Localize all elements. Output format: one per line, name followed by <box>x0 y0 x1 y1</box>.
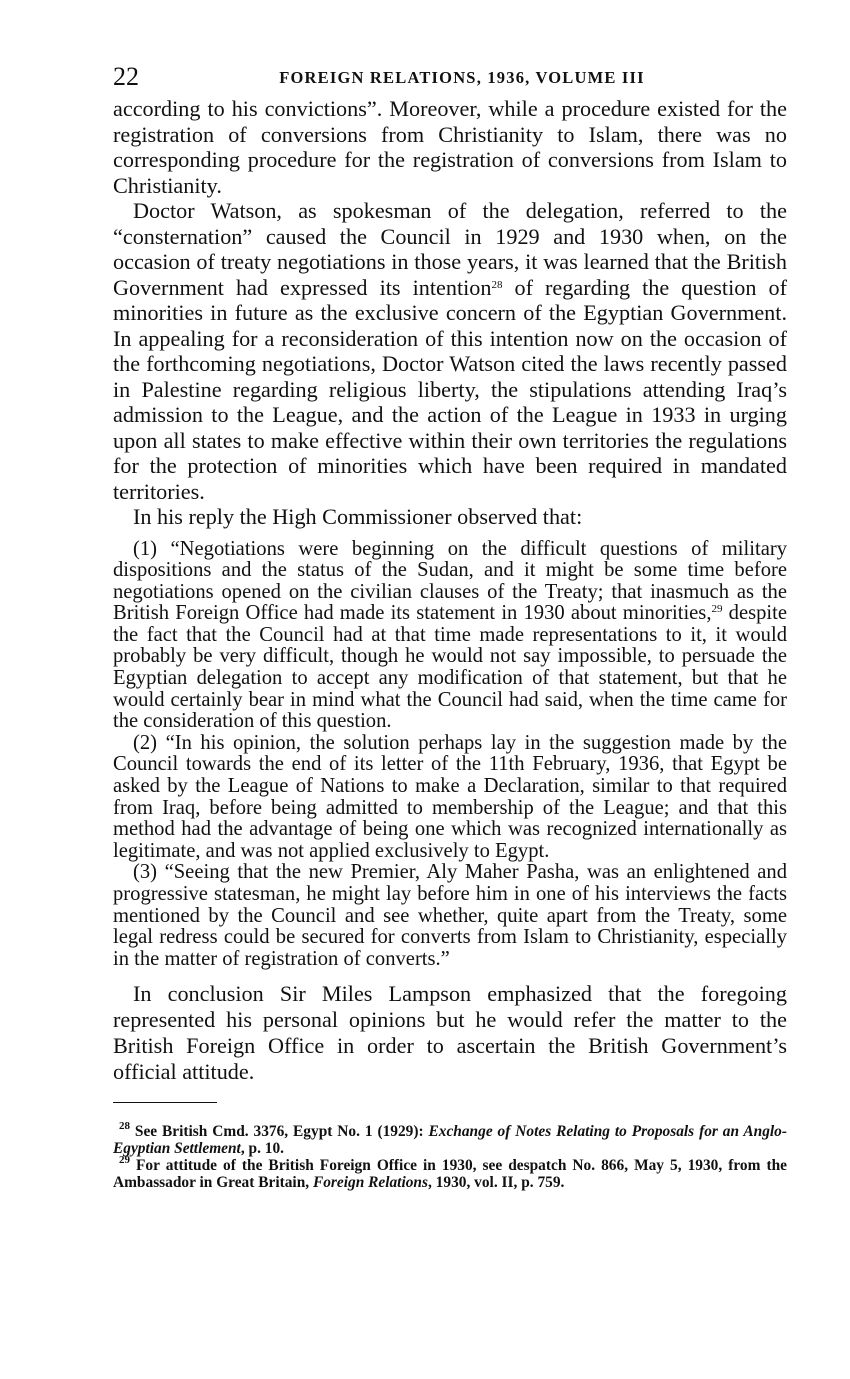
paragraph-3: In his reply the High Commissioner observed that: <box>133 504 583 529</box>
footnote-29-title: Foreign Relations <box>312 1174 428 1192</box>
quote-item-2: (2) “In his opinion, the solution perhaps lay in the suggestion made by the Council towards the end of its letter of the 11th February, 1936, that Egypt be asked by the League of Nations to make a Declaration, similar to that required from Iraq, before being admitted to membership of the League; and that this method had the advantage of being one which was recognized internationally as legitimate, and was not applied exclusively to Egypt. <box>113 731 787 862</box>
paragraph-2-text-b: of regarding the question of minorities in future as the exclusive concern of the Egyptian Government. In appealing for a reconsideration of this intention now on the occasion of the forthcoming negotiations, Doctor Watson cited the laws recently passed in Palestine regarding religious liberty, the stipulations attending Iraq’s admission to the League, and the action of the League in 1933 in urging upon all states to make effective within their own territories the regulations for the protection of minorities which have been required in mandated territories. <box>113 274 787 504</box>
footnote-28-text-a: See British Cmd. 3376, Egypt No. 1 (1929): <box>130 1123 429 1141</box>
footnote-divider <box>113 1102 217 1103</box>
footnote-29 <box>113 1154 787 1192</box>
body-text <box>113 96 787 530</box>
footnote-28-text-b: , p. 10. <box>240 1140 285 1158</box>
footnote-29-text-a: For attitude of the British Foreign Office in 1930, see despatch No. 866, May 5, 1930, from the Ambassador in Great Britain, <box>113 1157 787 1192</box>
paragraph-2 <box>113 198 787 504</box>
footnote-29-text-b: , 1930, vol. II, p. 759. <box>427 1174 565 1192</box>
page-number: 22 <box>113 62 139 91</box>
footnote-28-title: Exchange of Notes Relating to Proposals for an Anglo-Egyptian Settlement <box>113 1123 787 1158</box>
footnote-ref-28: 28 <box>491 278 503 291</box>
quote-item-3: (3) “Seeing that the new Premier, Aly Maher Pasha, was an enlightened and progressive statesman, he might lay before him in one of his interviews the facts mentioned by the Council and see whether, quite apart from the Treaty, some legal redress could be secured for converts from Islam to Christianity, especially in the matter of registration of converts.” <box>113 861 787 970</box>
quote-item-1-text-a: (1) “Negotiations were beginning on the difficult questions of military dispositions and the status of the Sudan, and it might be some time before negotiations opened on the civilian clauses of the Treaty; that inasmuch as the British Foreign Office had made its statement in 1930 about minorities, <box>113 537 787 625</box>
footnotes <box>113 1120 787 1192</box>
conclusion <box>113 981 787 1085</box>
paragraph-1: according to his convictions”. Moreover, while a procedure existed for the registration of conversions from Christianity to Islam, there was no corresponding procedure for the registration of conversions from Islam to Christianity. <box>113 96 787 198</box>
document-page <box>113 62 787 1191</box>
footnote-28-mark: 28 <box>119 1120 130 1133</box>
conclusion-paragraph: In conclusion Sir Miles Lampson emphasized that the foregoing represented his personal opinions but he would refer the matter to the British Foreign Office in order to ascertain the British Government’s official attitude. <box>113 981 787 1085</box>
paragraph-2-text-a: Doctor Watson, as spokesman of the delegation, referred to the “consternation” caused the Council in 1929 and 1930 when, on the occasion of treaty negotiations in those years, it was learned that the British Government had expressed its intention <box>113 198 787 300</box>
running-head: FOREIGN RELATIONS, 1936, VOLUME III <box>279 68 645 87</box>
footnote-29-mark: 29 <box>119 1154 130 1167</box>
block-quote <box>113 539 787 971</box>
quote-item-1 <box>113 539 787 733</box>
quote-item-1-text-b: despite the fact that the Council had at that time made representations to it, it would probably be very difficult, though he would not say impossible, to persuade the Egyptian delegation to accept any modification of that statement, but that he would certainly bear in mind what the Council had said, when the time came for the consideration of this question. <box>113 602 787 733</box>
footnote-28 <box>113 1120 787 1158</box>
page-header <box>113 62 787 96</box>
footnote-ref-29: 29 <box>711 603 723 616</box>
